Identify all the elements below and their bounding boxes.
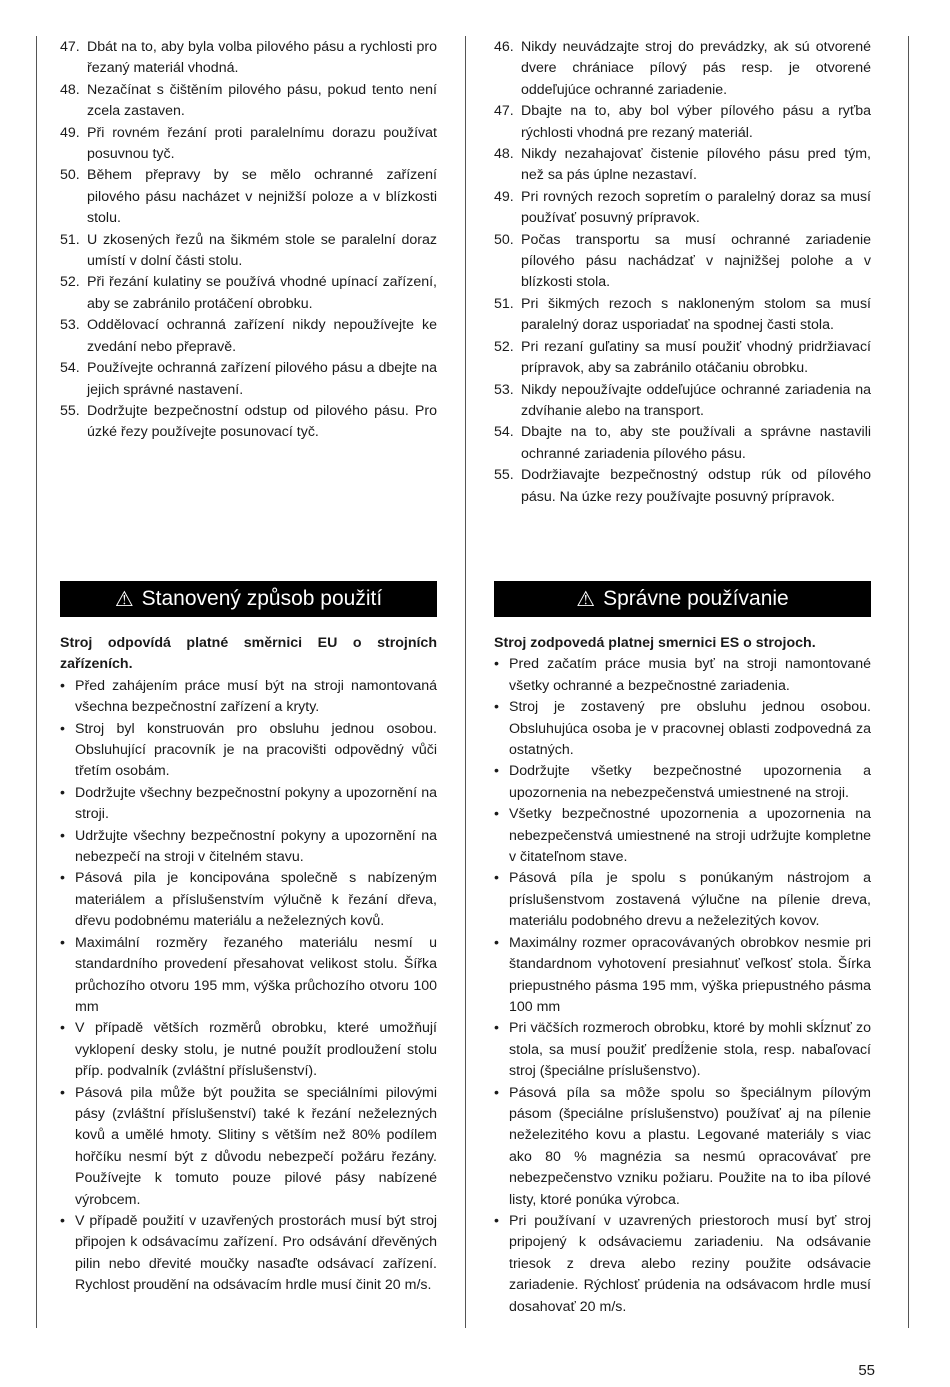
bullet-icon: • <box>494 763 499 780</box>
list-item: • Pásová pila může být použita se speciálními pilovými pásy (zvláštní příslušenství) také k řezání neželezných kovů a umělé hmoty. Slitiny s větším než 80% podílem hořčíku nesmí být z důvodu nebezpečí požáru řezány. Používejte k tomuto pouze pilové pásy nabízené výrobcem. <box>60 1083 437 1211</box>
list-item: 49. Při rovném řezání proti paralelnímu dorazu používat posuvnou tyč. <box>60 124 437 163</box>
cz-numbered-list <box>60 37 437 444</box>
bullet-icon: • <box>60 827 65 844</box>
sk-section-header <box>494 581 871 617</box>
bullet-icon: • <box>494 1212 499 1229</box>
list-item: 52. Při řezání kulatiny se používá vhodné upínací zařízení, aby se zabránilo protáčení obrobku. <box>60 274 437 312</box>
list-item: 54. Používejte ochranná zařízení pilového pásu a dbejte na jejich správné nastavení. <box>60 360 437 398</box>
divider-center <box>465 36 466 1328</box>
bullet-icon: • <box>60 870 65 887</box>
bullet-icon: • <box>494 656 499 673</box>
cz-section-body <box>60 633 437 1297</box>
warning-icon: ⚠ <box>114 587 134 611</box>
bullet-icon: • <box>60 720 65 737</box>
list-item: 47. Dbát na to, aby byla volba pilového pásu a rychlosti pro řezaný materiál vhodná. <box>60 39 437 77</box>
page-number: 55 <box>858 1362 875 1379</box>
list-item: • Všetky bezpečnostné upozornenia a upozornenia na nebezpečenstvá umiestnené na stroji udržujte kompletne v čitateľnom stave. <box>494 804 871 868</box>
warning-icon: ⚠ <box>576 587 596 611</box>
list-item: • Dodržujte všechny bezpečnostní pokyny a upozornění na stroji. <box>60 783 437 826</box>
list-item: 48. Nezačínat s čištěním pilového pásu, pokud tento není zcela zastaven. <box>60 81 437 120</box>
sk-section-title: Správne používanie <box>603 587 789 610</box>
bullet-icon: • <box>494 1084 499 1101</box>
sk-intro: Stroj zodpovedá platnej smernici ES o strojoch. <box>494 635 816 651</box>
list-item: • V případě použití v uzavřených prostorách musí být stroj připojen k odsávacímu zařízení. Pro odsávání dřevěných pilin nebo dřevité moučky nasaďte odsávací zařízení. Rychlost proudění na odsávacím hrdle musí činit 20 m/s. <box>60 1211 437 1297</box>
list-item: • Pásová pila je koncipována společně s nabízeným materiálem a příslušenstvím výlučně k řezání dřeva, dřevu podobnému materiálu a neželezných kovů. <box>60 868 437 932</box>
list-item: 49. Pri rovných rezoch sopretím o paralelný doraz sa musí používať posuvný prípravok. <box>494 188 871 227</box>
list-item: • Pásová píla je spolu s ponúkaným nástrojom a príslušenstvom zostavená výlučne na pílenie dreva, materiálu podobného drevu a neželezitých kovov. <box>494 868 871 932</box>
cz-intro: Stroj odpovídá platné směrnici EU o strojních zařízeních. <box>60 635 437 673</box>
list-item: • Před zahájením práce musí být na stroji namontovaná všechna bezpečnostní zařízení a kryty. <box>60 676 437 719</box>
bullet-icon: • <box>494 806 499 823</box>
divider-right <box>908 36 909 1328</box>
sk-section-body <box>494 633 871 1318</box>
list-item: 51. U zkosených řezů na šikmém stole se paralelní doraz umístí v dolní části stolu. <box>60 231 437 270</box>
list-item: • Stroj je zostavený pre obsluhu jednou osobou. Obsluhujúca osoba je v pracovnej oblasti zodpovedná za ostatných. <box>494 697 871 761</box>
list-item: 55. Dodržiavajte bezpečnostný odstup rúk od pílového pásu. Na úzke rezy používajte posuvný prípravok. <box>494 467 871 505</box>
bullet-icon: • <box>60 1212 65 1229</box>
bullet-icon: • <box>494 699 499 716</box>
list-item: 46. Nikdy neuvádzajte stroj do prevádzky, ak sú otvorené dvere chrániace pílový pás resp. je otvorené oddeľujúce ochranné zariadenie. <box>494 39 871 98</box>
bullet-icon: • <box>60 1084 65 1101</box>
list-item: 53. Nikdy nepoužívajte oddeľujúce ochranné zariadenia na zdvíhanie alebo na transport. <box>494 381 871 419</box>
list-item: • Udržujte všechny bezpečnostní pokyny a upozornění na nebezpečí na stroji v čitelném stavu. <box>60 826 437 869</box>
list-item: 50. Počas transportu sa musí ochranné zariadenie pílového pásu nachádzať v najnižšej polohe a v blízkosti stola. <box>494 231 871 291</box>
list-item: • V případě větších rozměrů obrobku, které umožňují vyklopení desky stolu, je nutné použít prodloužení stolu příp. podvalník (zvláštní příslušenství). <box>60 1018 437 1082</box>
bullet-icon: • <box>60 677 65 694</box>
list-item: 51. Pri šikmých rezoch s nakloneným stolom sa musí paralelný doraz usporiadať na spodnej časti stola. <box>494 295 871 334</box>
list-item: 55. Dodržujte bezpečnostní odstup od pilového pásu. Pro úzké řezy používejte posunovací tyč. <box>60 402 437 441</box>
bullet-icon: • <box>60 934 65 951</box>
list-item: • Maximálny rozmer opracovávaných obrobkov nesmie pri štandardnom vyhotovení presiahnuť veľkosť stola. Šírka priepustného pásma 195 mm, výška priepustného pásma 100 mm <box>494 933 871 1019</box>
bullet-icon: • <box>60 1020 65 1037</box>
list-item: • Pri používaní v uzavrených priestoroch musí byť stroj pripojený k odsávaciemu zariadeniu. Na odsávanie triesok z dreva alebo reziny použite odsávacie zariadenie. Rýchlosť prúdenia na odsávacom hrdle musí dosahovať 20 m/s. <box>494 1211 871 1318</box>
cz-section-title: Stanovený způsob použití <box>141 587 383 610</box>
list-item: • Maximální rozměry řezaného materiálu nesmí u standardního provedení přesahovat velikost stolu. Šířka průchozího otvoru 195 mm, výška průchozího otvoru 100 mm <box>60 933 437 1019</box>
list-item: • Pred začatím práce musia byť na stroji namontované všetky ochranné a bezpečnostné zariadenia. <box>494 654 871 697</box>
bullet-icon: • <box>494 1020 499 1037</box>
list-item: 54. Dbajte na to, aby ste používali a správne nastavili ochranné zariadenia pílového pásu. <box>494 424 871 462</box>
list-item: 50. Během přepravy by se mělo ochranné zařízení pilového pásu nacházet v nejnižší poloze a v blízkosti stolu. <box>60 167 437 227</box>
cz-section-header <box>60 581 437 617</box>
list-item: • Pásová píla sa môže spolu so špeciálnym pílovým pásom (špeciálne príslušenstvo) používať aj na pílenie neželezitého kovu a plastu. Legované materiály s viac ako 80 % magnézia sa nesmú opracovávať pre nebezpečenstvo vzniku požiaru. Použite na to iba pílové listy, ktoré ponúka výrobca. <box>494 1083 871 1211</box>
bullet-icon: • <box>60 784 65 801</box>
list-item: • Stroj byl konstruován pro obsluhu jednou osobou. Obsluhující pracovník je na pracovišti odpovědný vůči třetím osobám. <box>60 719 437 783</box>
list-item: • Dodržujte všetky bezpečnostné upozornenia a upozornenia na nebezpečenstvá umiestnené na stroji. <box>494 761 871 804</box>
sk-numbered-list <box>494 37 871 508</box>
bullet-icon: • <box>494 934 499 951</box>
list-item: 48. Nikdy nezahajovať čistenie pílového pásu pred tým, než sa pás úplne nezastaví. <box>494 146 871 184</box>
list-item: 47. Dbajte na to, aby bol výber pílového pásu a ryťba rýchlosti vhodná pre rezaný materiál. <box>494 103 871 141</box>
list-item: 52. Pri rezaní guľatiny sa musí použiť vhodný pridržiavací prípravok, aby sa zabránilo otáčaniu obrobku. <box>494 338 871 377</box>
list-item: • Pri väčších rozmeroch obrobku, ktoré by mohli skĺznuť zo stola, sa musí použiť predĺženie stola, resp. nabaľovací stroj (špeciálne príslušenstvo). <box>494 1018 871 1082</box>
bullet-icon: • <box>494 870 499 887</box>
list-item: 53. Oddělovací ochranná zařízení nikdy nepoužívejte ke zvedání nebo přepravě. <box>60 317 437 355</box>
divider-left <box>36 36 37 1328</box>
